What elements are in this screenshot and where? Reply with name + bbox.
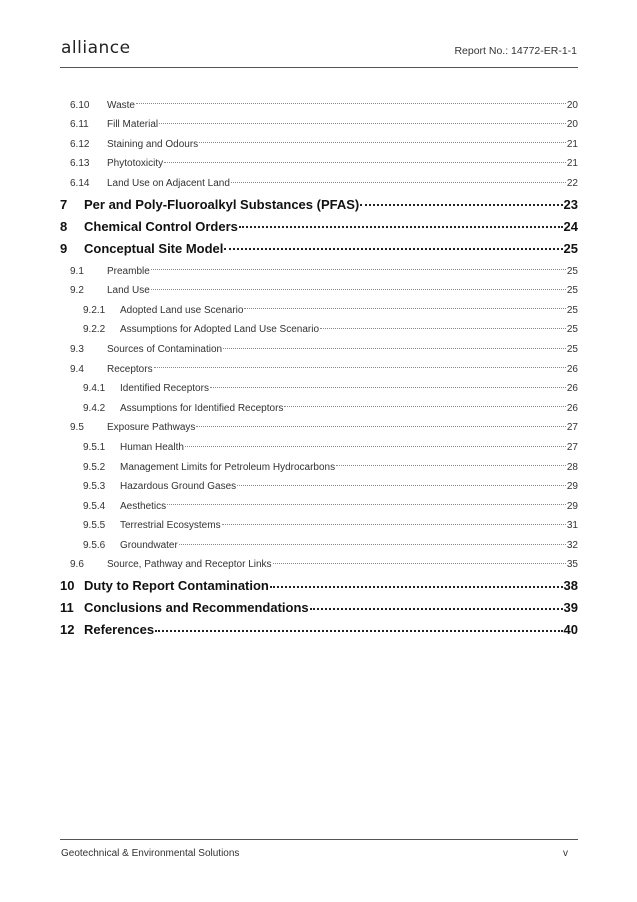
toc-entry[interactable]	[60, 615, 578, 637]
footer-page-number: v	[563, 848, 568, 859]
toc-dot-leader	[273, 563, 566, 564]
toc-entry-number: 9	[60, 240, 68, 256]
toc-entry-number: 10	[60, 578, 75, 594]
toc-entry-page: 40	[563, 622, 578, 638]
toc-entry-title: Aesthetics	[120, 500, 167, 512]
company-logo: alliance	[61, 38, 131, 58]
toc-entry[interactable]	[60, 492, 578, 512]
toc-entry-title: Land Use	[107, 285, 150, 297]
toc-entry-title: Land Use on Adjacent Land	[107, 177, 230, 189]
toc-dot-leader	[310, 608, 563, 610]
toc-dot-leader	[179, 544, 566, 545]
toc-dot-leader	[320, 328, 566, 329]
toc-entry-number: 9.2.2	[83, 324, 106, 336]
toc-entry-page: 35	[566, 559, 578, 571]
toc-entry-number: 6.13	[70, 158, 90, 170]
toc-dot-leader	[151, 289, 566, 290]
toc-entry[interactable]	[60, 91, 578, 111]
toc-entry-page: 25	[566, 304, 578, 316]
toc-entry-number: 9.5.1	[83, 441, 106, 453]
toc-entry-page: 29	[566, 481, 578, 493]
toc-entry[interactable]	[60, 551, 578, 571]
toc-entry-title: References	[84, 622, 155, 638]
toc-entry[interactable]	[60, 316, 578, 336]
toc-entry-title: Duty to Report Contamination	[84, 578, 269, 594]
toc-entry[interactable]	[60, 394, 578, 414]
toc-entry-page: 26	[566, 402, 578, 414]
toc-entry-title: Exposure Pathways	[107, 422, 196, 434]
toc-entry-page: 26	[566, 363, 578, 375]
toc-entry-title: Assumptions for Adopted Land Use Scenario	[120, 324, 320, 336]
toc-entry-number: 9.1	[70, 265, 84, 277]
toc-dot-leader	[284, 406, 565, 407]
toc-entry-number: 6.14	[70, 177, 90, 189]
toc-entry-title: Waste	[107, 99, 135, 111]
toc-entry-page: 25	[563, 240, 578, 256]
toc-entry[interactable]	[60, 355, 578, 375]
toc-dot-leader	[185, 446, 566, 447]
toc-entry-page: 21	[566, 158, 578, 170]
toc-entry-number: 9.4	[70, 363, 84, 375]
toc-entry-number: 9.4.1	[83, 383, 106, 395]
toc-dot-leader	[237, 485, 566, 486]
toc-entry[interactable]	[60, 512, 578, 532]
table-of-contents	[60, 91, 578, 637]
toc-entry-number: 11	[60, 600, 74, 616]
footer-divider	[60, 839, 578, 840]
toc-entry-number: 6.11	[70, 119, 89, 131]
toc-entry-number: 9.5.5	[83, 520, 106, 532]
toc-dot-leader	[154, 367, 566, 368]
toc-entry-number: 6.10	[70, 99, 90, 111]
toc-entry-page: 22	[566, 177, 578, 189]
toc-dot-leader	[223, 348, 566, 349]
toc-entry[interactable]	[60, 375, 578, 395]
toc-dot-leader	[196, 426, 565, 427]
toc-dot-leader	[164, 162, 566, 163]
toc-entry-title: Adopted Land use Scenario	[120, 304, 244, 316]
toc-entry-title: Groundwater	[120, 539, 178, 551]
toc-entry[interactable]	[60, 257, 578, 277]
toc-entry-number: 9.5.3	[83, 481, 106, 493]
toc-dot-leader	[167, 504, 566, 505]
toc-entry-page: 39	[563, 600, 578, 616]
toc-entry[interactable]	[60, 531, 578, 551]
toc-dot-leader	[159, 123, 566, 124]
toc-entry-title: Hazardous Ground Gases	[120, 481, 237, 493]
toc-entry-title: Assumptions for Identified Receptors	[120, 402, 284, 414]
toc-entry-title: Conceptual Site Model	[84, 240, 224, 256]
toc-dot-leader	[239, 226, 563, 228]
toc-entry-title: Terrestrial Ecosystems	[120, 520, 221, 532]
toc-entry[interactable]	[60, 414, 578, 434]
toc-entry-page: 25	[566, 324, 578, 336]
toc-entry-page: 24	[563, 218, 578, 234]
toc-entry-number: 9.5.4	[83, 500, 106, 512]
toc-dot-leader	[210, 387, 566, 388]
toc-entry-number: 9.2.1	[83, 304, 106, 316]
toc-entry-page: 27	[566, 441, 578, 453]
toc-entry[interactable]	[60, 433, 578, 453]
toc-entry-title: Identified Receptors	[120, 383, 209, 395]
toc-entry[interactable]	[60, 296, 578, 316]
toc-entry[interactable]	[60, 473, 578, 493]
toc-entry-number: 9.5.6	[83, 539, 106, 551]
toc-entry-title: Management Limits for Petroleum Hydrocarbons	[120, 461, 336, 473]
toc-dot-leader	[199, 142, 566, 143]
toc-entry-title: Phytotoxicity	[107, 158, 164, 170]
toc-entry-title: Per and Poly-Fluoroalkyl Substances (PFAS)	[84, 196, 360, 212]
toc-dot-leader	[151, 269, 566, 270]
toc-dot-leader	[244, 308, 565, 309]
footer-company-tagline: Geotechnical & Environmental Solutions	[61, 848, 240, 859]
toc-dot-leader	[136, 103, 566, 104]
toc-entry-page: 25	[566, 265, 578, 277]
toc-entry-number: 9.5.2	[83, 461, 106, 473]
toc-entry[interactable]	[60, 130, 578, 150]
toc-dot-leader	[231, 182, 566, 183]
toc-entry[interactable]	[60, 234, 578, 256]
toc-entry-number: 9.5	[70, 422, 84, 434]
toc-entry-page: 29	[566, 500, 578, 512]
toc-dot-leader	[224, 248, 562, 250]
toc-entry-page: 28	[566, 461, 578, 473]
toc-entry[interactable]	[60, 150, 578, 170]
toc-entry-title: Conclusions and Recommendations	[84, 600, 309, 616]
toc-entry-number: 9.6	[70, 559, 84, 571]
toc-entry[interactable]	[60, 111, 578, 131]
toc-entry-number: 9.3	[70, 343, 84, 355]
toc-entry-page: 23	[563, 196, 578, 212]
toc-entry-number: 12	[60, 622, 75, 638]
toc-entry-page: 32	[566, 539, 578, 551]
toc-entry-number: 7	[60, 196, 68, 212]
toc-entry-number: 8	[60, 218, 68, 234]
toc-entry-page: 20	[566, 99, 578, 111]
toc-dot-leader	[222, 524, 566, 525]
toc-entry[interactable]	[60, 453, 578, 473]
toc-entry-page: 27	[566, 422, 578, 434]
toc-entry-title: Sources of Contamination	[107, 343, 223, 355]
toc-entry-page: 25	[566, 285, 578, 297]
toc-entry[interactable]	[60, 335, 578, 355]
toc-dot-leader	[336, 465, 566, 466]
toc-entry[interactable]	[60, 212, 578, 234]
toc-entry-page: 26	[566, 383, 578, 395]
toc-entry-page: 38	[563, 578, 578, 594]
toc-entry-title: Source, Pathway and Receptor Links	[107, 559, 272, 571]
toc-entry[interactable]	[60, 593, 578, 615]
toc-entry-number: 9.2	[70, 285, 84, 297]
report-number: Report No.: 14772-ER-1-1	[454, 45, 577, 57]
toc-entry-page: 21	[566, 138, 578, 150]
toc-dot-leader	[155, 630, 562, 632]
toc-entry[interactable]	[60, 169, 578, 189]
toc-entry-title: Human Health	[120, 441, 184, 453]
toc-entry-title: Fill Material	[107, 119, 159, 131]
toc-entry-number: 6.12	[70, 138, 90, 150]
toc-entry[interactable]	[60, 277, 578, 297]
toc-entry-number: 9.4.2	[83, 402, 106, 414]
toc-entry-page: 20	[566, 119, 578, 131]
toc-entry-title: Chemical Control Orders	[84, 218, 238, 234]
header-divider	[60, 67, 578, 68]
toc-entry-title: Receptors	[107, 363, 153, 375]
toc-entry-title: Staining and Odours	[107, 138, 199, 150]
toc-entry-page: 31	[566, 520, 578, 532]
toc-entry-title: Preamble	[107, 265, 150, 277]
toc-entry[interactable]	[60, 571, 578, 593]
toc-dot-leader	[360, 204, 562, 206]
toc-entry[interactable]	[60, 190, 578, 212]
toc-dot-leader	[270, 586, 563, 588]
toc-entry-page: 25	[566, 343, 578, 355]
